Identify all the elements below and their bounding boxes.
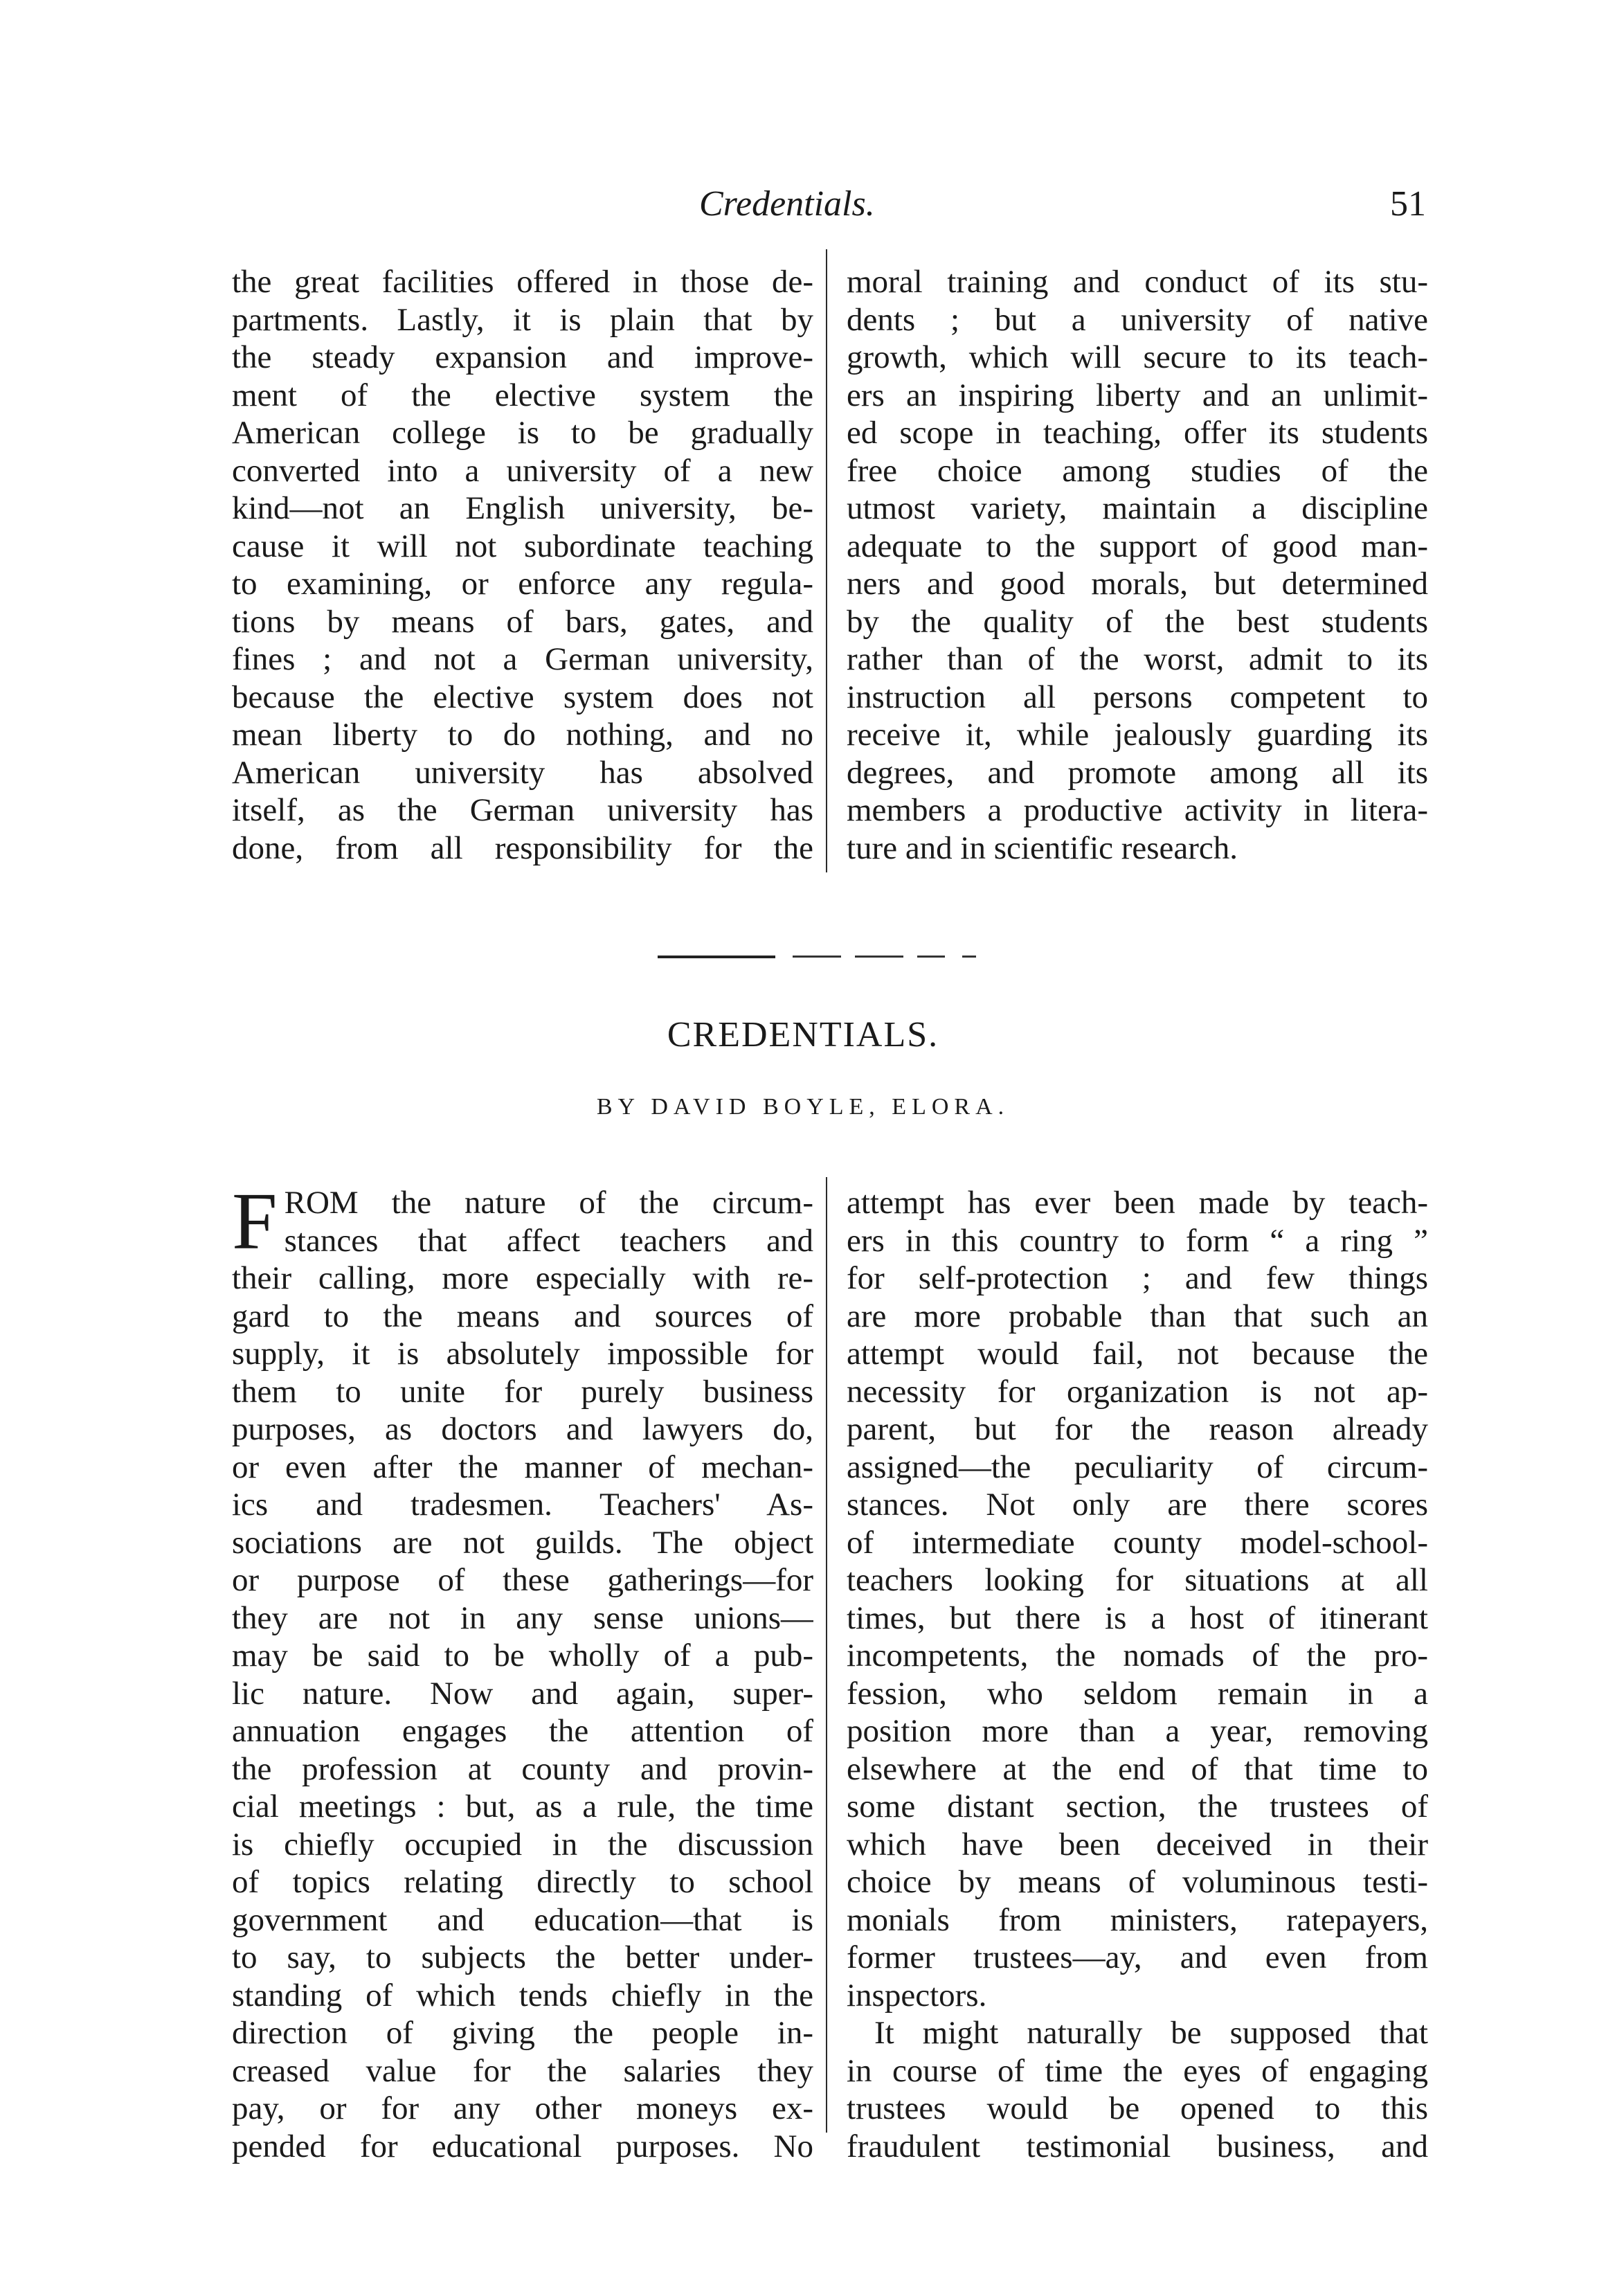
text-line: receive it, while jealously guarding its [847,717,1428,753]
text-line: times, but there is a host of itinerant [847,1599,1428,1636]
text-line: standing of which tends chiefly in the [232,1977,813,2014]
text-line: in course of time the eyes of engaging [847,2052,1428,2089]
text-line: stances. Not only are there scores [847,1487,1428,1523]
text-line: free choice among studies of the [847,452,1428,489]
text-line: done, from all responsibility for the [232,829,813,866]
text-line: elsewhere at the end of that time to [847,1750,1428,1787]
page-number: 51 [1390,184,1426,224]
text-line: dents ; but a university of native [847,301,1428,338]
text-line: is chiefly occupied in the discussion [232,1826,813,1863]
text-line: pended for educational purposes. No [232,2128,813,2164]
text-line: to say, to subjects the better under- [232,1939,813,1975]
text-line: position more than a year, removing [847,1713,1428,1749]
text-line: ture and in scientific research. [847,829,1238,866]
text-line: government and education—that is [232,1901,813,1938]
text-line: ment of the elective system the [232,377,813,413]
text-line: trustees would be opened to this [847,2090,1428,2126]
article-byline: BY DAVID BOYLE, ELORA. [596,1094,1010,1120]
running-head-title: Credentials. [699,184,875,224]
text-line: the profession at county and provin- [232,1750,813,1787]
text-line: choice by means of voluminous testi- [847,1864,1428,1900]
text-line: attempt has ever been made by teach- [847,1185,1428,1221]
text-line: because the elective system does not [232,679,813,715]
text-line: for self-protection ; and few things [847,1260,1428,1296]
text-line: sociations are not guilds. The object [232,1524,813,1561]
article-right-column [847,1184,1428,2165]
text-line: ers an inspiring liberty and an unlimit- [847,377,1428,413]
text-line: them to unite for purely business [232,1373,813,1410]
column-rule-article [826,1177,827,2133]
text-line: by the quality of the best students [847,603,1428,640]
text-line: to examining, or enforce any regula- [232,566,813,602]
text-line: instruction all persons competent to [847,679,1428,715]
text-line: the great facilities offered in those de- [232,264,813,300]
text-line: parent, but for the reason already [847,1411,1428,1447]
drop-cap: F [232,1176,278,1266]
text-line: ners and good morals, but determined [847,566,1428,602]
text-line: necessity for organization is not ap- [847,1373,1428,1410]
section-divider [658,956,983,958]
text-line: supply, it is absolutely impossible for [232,1336,813,1372]
text-line: gard to the means and sources of [232,1298,813,1334]
text-line: ROM the nature of the circum- [284,1185,813,1221]
text-line: lic nature. Now and again, super- [232,1675,813,1712]
text-line: rather than of the worst, admit to its [847,641,1428,677]
text-line: inspectors. [847,1977,987,2014]
text-line: adequate to the support of good man- [847,528,1428,564]
running-head [699,183,1426,232]
text-line: ers in this country to form “ a ring ” [847,1222,1428,1259]
text-line: ics and tradesmen. Teachers' As- [232,1487,813,1523]
text-line: fines ; and not a German university, [232,641,813,677]
text-line: incompetents, the nomads of the pro- [847,1638,1428,1674]
text-line: pay, or for any other moneys ex- [232,2090,813,2126]
text-line: they are not in any sense unions— [232,1599,813,1636]
text-line: teachers looking for situations at all [847,1562,1428,1598]
text-line: the steady expansion and improve- [232,339,813,375]
text-line: or purpose of these gatherings—for [232,1562,813,1598]
column-rule-top [826,249,827,872]
article-left-column [232,1176,813,2165]
top-left-column [232,263,813,867]
text-line: which have been deceived in their [847,1826,1428,1863]
text-line: itself, as the German university has [232,792,813,828]
article-title: CREDENTIALS. [667,1015,939,1055]
text-line: of intermediate county model-school- [847,1524,1428,1561]
text-line: or even after the manner of mechan- [232,1449,813,1485]
text-line: assigned—the peculiarity of circum- [847,1449,1428,1485]
text-line: may be said to be wholly of a pub- [232,1638,813,1674]
text-line: utmost variety, maintain a discipline [847,490,1428,526]
text-line: kind—not an English university, be- [232,490,813,526]
text-line: fraudulent testimonial business, and [847,2128,1428,2164]
text-line: cause it will not subordinate teaching [232,528,813,564]
text-line: their calling, more especially with re- [232,1260,813,1296]
text-line: members a productive activity in litera- [847,792,1428,828]
text-line: direction of giving the people in- [232,2015,813,2051]
text-line: former trustees—ay, and even from [847,1939,1428,1975]
top-right-column [847,263,1428,867]
text-line: American university has absolved [232,754,813,791]
text-line: moral training and conduct of its stu- [847,264,1428,300]
text-line: degrees, and promote among all its [847,754,1428,791]
text-line: cial meetings : but, as a rule, the time [232,1788,813,1824]
text-line: some distant section, the trustees of [847,1788,1428,1824]
text-line: ed scope in teaching, offer its students [847,415,1428,451]
text-line: monials from ministers, ratepayers, [847,1901,1428,1938]
text-line: mean liberty to do nothing, and no [232,717,813,753]
text-line: fession, who seldom remain in a [847,1675,1428,1712]
text-line: converted into a university of a new [232,452,813,489]
text-line: annuation engages the attention of [232,1713,813,1749]
text-line: of topics relating directly to school [232,1864,813,1900]
text-line: attempt would fail, not because the [847,1336,1428,1372]
text-line: tions by means of bars, gates, and [232,603,813,640]
text-line: purposes, as doctors and lawyers do, [232,1411,813,1447]
text-line: American college is to be gradually [232,415,813,451]
text-line: are more probable than that such an [847,1298,1428,1334]
text-line: It might naturally be supposed that [874,2015,1428,2051]
text-line: stances that affect teachers and [284,1222,813,1259]
text-line: growth, which will secure to its teach- [847,339,1428,375]
text-line: partments. Lastly, it is plain that by [232,301,813,338]
text-line: creased value for the salaries they [232,2052,813,2089]
